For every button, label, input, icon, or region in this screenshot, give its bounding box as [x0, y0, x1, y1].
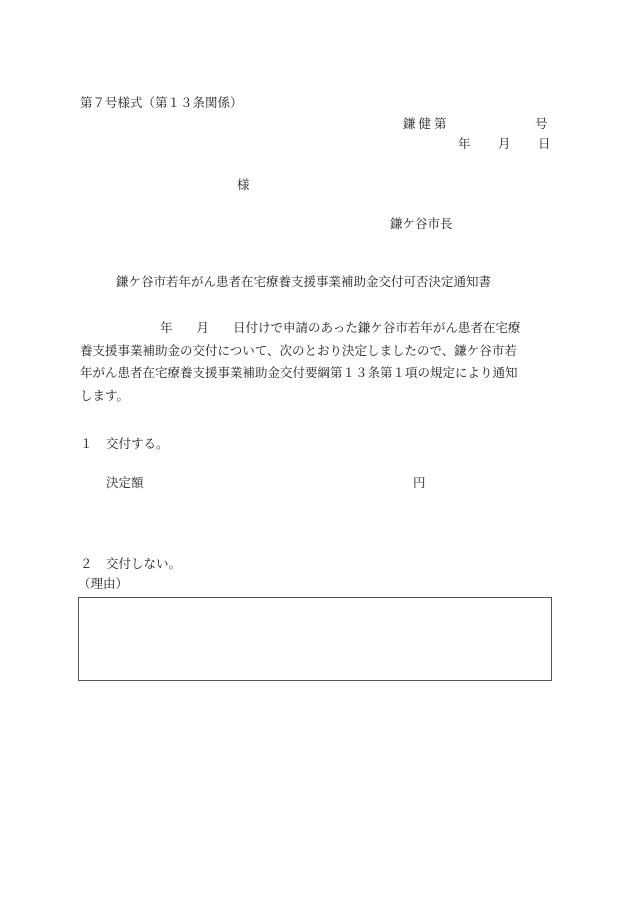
decision-amount-unit: 円 — [413, 475, 426, 490]
addressee-honorific: 様 — [237, 177, 250, 192]
item-grant-number: １ — [80, 436, 93, 451]
decision-amount-label: 決定額 — [106, 475, 144, 490]
item-no-grant — [80, 558, 181, 571]
date-day-label: 日 — [538, 136, 551, 151]
date-year-label: 年 — [458, 136, 471, 151]
date-month-label: 月 — [498, 136, 511, 151]
body-line-2: 養支援事業補助金の交付について、次のとおり決定しましたので、鎌ケ谷市若 — [80, 342, 517, 358]
document-number-suffix: 号 — [535, 116, 548, 131]
form-number: 第７号様式（第１３条関係） — [80, 95, 243, 110]
item-no-grant-label: 交付しない。 — [106, 556, 182, 571]
body-year-label: 年 — [160, 320, 173, 335]
body-line-4: します。 — [80, 387, 130, 403]
body-paragraph — [80, 317, 550, 407]
body-line-3: 年がん患者在宅療養支援事業補助金交付要綱第１３条第１項の規定により通知 — [80, 365, 518, 380]
item-grant — [80, 438, 169, 451]
item-no-grant-number: ２ — [80, 556, 93, 571]
document-number-prefix: 鎌健第 — [403, 116, 450, 131]
document-title: 鎌ケ谷市若年がん患者在宅療養支援事業補助金交付可否決定通知書 — [116, 274, 492, 289]
body-month-label: 月 — [196, 320, 210, 335]
item-grant-label: 交付する。 — [106, 436, 169, 451]
reason-box[interactable] — [78, 597, 552, 681]
body-line-1-text: 日付けで申請のあった鎌ケ谷市若年がん患者在宅療 — [233, 320, 521, 335]
issuer-name: 鎌ケ谷市長 — [390, 216, 453, 231]
body-line-1 — [80, 317, 550, 340]
reason-label: （理由） — [78, 576, 129, 591]
